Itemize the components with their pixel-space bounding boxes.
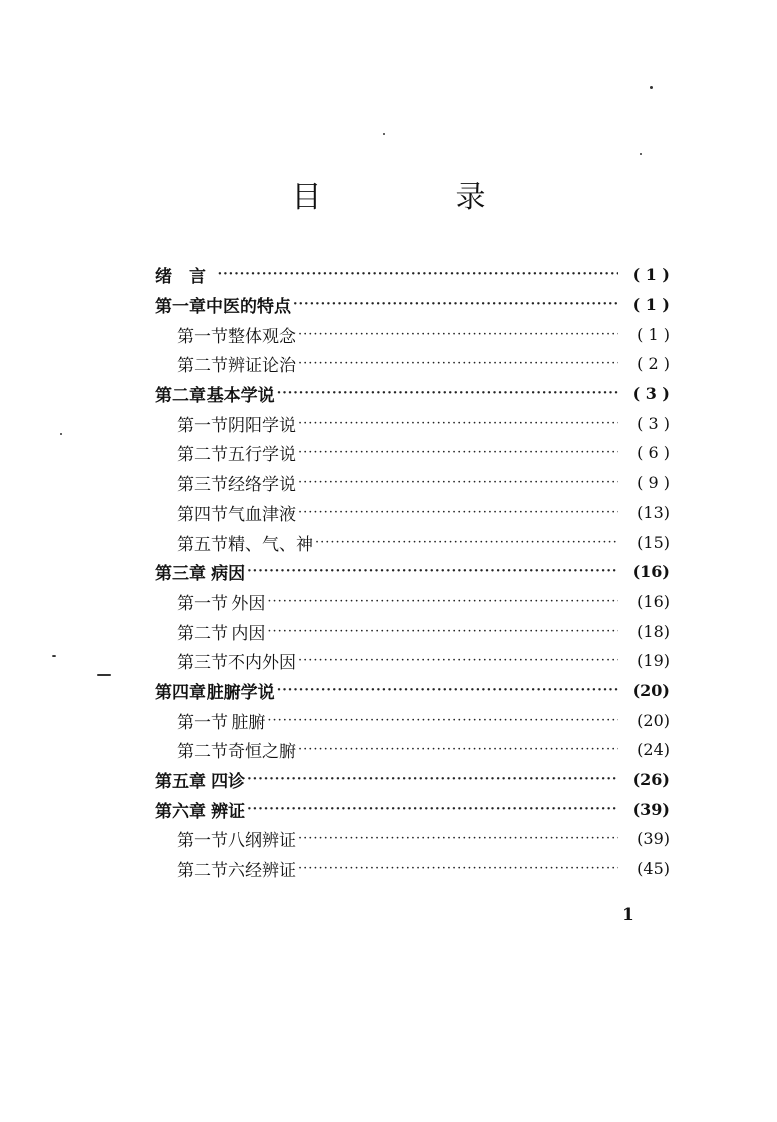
- entry-label: 经络学说: [228, 475, 296, 496]
- toc-entry: [155, 260, 670, 290]
- entry-label: 阴阳学说: [228, 415, 296, 436]
- leader-dots: [267, 624, 618, 639]
- entry-page: ( 3 ): [632, 384, 670, 404]
- entry-number: 第二节: [177, 356, 228, 377]
- leader-dots: [247, 802, 618, 817]
- toc-entry: [155, 646, 670, 676]
- page-title: 目 录: [291, 180, 538, 215]
- toc-entry: [155, 676, 670, 706]
- entry-label: 整体观念: [228, 326, 296, 347]
- entry-number: 第一章: [155, 297, 206, 318]
- leader-dots: [298, 831, 618, 846]
- leader-dots: [267, 594, 618, 609]
- leader-dots: [298, 505, 618, 520]
- leader-dots: [218, 267, 618, 282]
- toc-entry: [155, 438, 670, 468]
- entry-label: 中医的特点: [206, 297, 291, 318]
- toc-entry: [155, 824, 670, 854]
- leader-dots: [277, 683, 618, 698]
- entry-page: (45): [637, 859, 670, 879]
- entry-page: (16): [637, 591, 670, 611]
- entry-label: 辨证论治: [228, 356, 296, 377]
- page-number: 1: [622, 905, 634, 925]
- entry-number: 第二节: [177, 623, 228, 644]
- entry-page: ( 6 ): [637, 443, 670, 463]
- toc-entry: [155, 498, 670, 528]
- toc-entry: [155, 349, 670, 379]
- toc-entry: [155, 705, 670, 735]
- entry-number: 第一节: [177, 831, 228, 852]
- entry-page: (24): [637, 740, 670, 760]
- leader-dots: [298, 653, 618, 668]
- leader-dots: [315, 535, 618, 550]
- scan-speck: [383, 133, 385, 135]
- entry-label: 内因: [231, 623, 266, 644]
- entry-page: (39): [637, 829, 670, 849]
- entry-page: (39): [632, 799, 670, 819]
- entry-number: 第三节: [177, 475, 228, 496]
- entry-label: 气血津液: [228, 504, 296, 525]
- toc-entry: [155, 319, 670, 349]
- entry-page: (20): [637, 710, 670, 730]
- entry-page: (16): [632, 562, 670, 582]
- scan-speck: [52, 655, 56, 657]
- entry-label: 脏腑: [231, 712, 266, 733]
- entry-page: (20): [632, 680, 670, 700]
- entry-number: 第四章: [155, 682, 206, 703]
- toc-entry: [155, 527, 670, 557]
- leader-dots: [298, 445, 618, 460]
- toc-entry: [155, 616, 670, 646]
- entry-label: 不内外因: [228, 653, 296, 674]
- scan-speck: [97, 674, 111, 676]
- entry-number: 第一节: [177, 326, 228, 347]
- leader-dots: [298, 327, 618, 342]
- entry-number: 绪 言: [155, 267, 206, 288]
- entry-number: 第四节: [177, 504, 228, 525]
- entry-number: 第二章: [155, 386, 206, 407]
- leader-dots: [298, 861, 618, 876]
- entry-number: 第一节: [177, 415, 228, 436]
- entry-number: 第二节: [177, 742, 228, 763]
- entry-page: ( 1 ): [632, 265, 670, 285]
- entry-page: (13): [637, 502, 670, 522]
- leader-dots: [267, 713, 618, 728]
- entry-page: ( 3 ): [637, 413, 670, 433]
- leader-dots: [247, 772, 618, 787]
- toc-entry: [155, 587, 670, 617]
- entry-page: (18): [637, 621, 670, 641]
- entry-label: 六经辨证: [228, 861, 296, 882]
- toc-entry: [155, 290, 670, 320]
- entry-number: 第一节: [177, 593, 228, 614]
- entry-number: 第一节: [177, 712, 228, 733]
- toc-entry: [155, 735, 670, 765]
- toc-entry: [155, 854, 670, 884]
- entry-label: 病因: [211, 564, 246, 585]
- entry-number: 第五节: [177, 534, 228, 555]
- scan-speck: [650, 86, 653, 89]
- entry-number: 第六章: [155, 801, 206, 822]
- entry-number: 第二节: [177, 861, 228, 882]
- entry-page: (26): [632, 770, 670, 790]
- leader-dots: [293, 297, 618, 312]
- leader-dots: [247, 564, 618, 579]
- entry-page: ( 1 ): [637, 324, 670, 344]
- entry-page: ( 9 ): [637, 473, 670, 493]
- entry-page: ( 2 ): [637, 354, 670, 374]
- entry-number: 第二节: [177, 445, 228, 466]
- entry-page: ( 1 ): [632, 295, 670, 315]
- leader-dots: [298, 356, 618, 371]
- toc-entry: [155, 765, 670, 795]
- scan-speck: [640, 153, 642, 155]
- leader-dots: [277, 386, 618, 401]
- entry-page: (15): [637, 532, 670, 552]
- entry-page: (19): [637, 651, 670, 671]
- entry-number: 第三章: [155, 564, 206, 585]
- leader-dots: [298, 416, 618, 431]
- entry-label: 外因: [231, 593, 266, 614]
- table-of-contents: [155, 260, 670, 883]
- entry-label: 精、气、神: [228, 534, 313, 555]
- entry-label: 辨证: [211, 801, 246, 822]
- entry-number: 第三节: [177, 653, 228, 674]
- entry-number: 第五章: [155, 772, 206, 793]
- entry-label: 四诊: [211, 772, 246, 793]
- toc-entry: [155, 794, 670, 824]
- entry-label: 八纲辨证: [228, 831, 296, 852]
- toc-entry: [155, 408, 670, 438]
- toc-entry: [155, 379, 670, 409]
- entry-label: 脏腑学说: [206, 682, 275, 703]
- toc-entry: [155, 468, 670, 498]
- entry-label: 基本学说: [206, 386, 275, 407]
- entry-label: 奇恒之腑: [228, 742, 296, 763]
- leader-dots: [298, 742, 618, 757]
- leader-dots: [298, 475, 618, 490]
- toc-entry: [155, 557, 670, 587]
- entry-label: 五行学说: [228, 445, 296, 466]
- scan-speck: [60, 433, 62, 435]
